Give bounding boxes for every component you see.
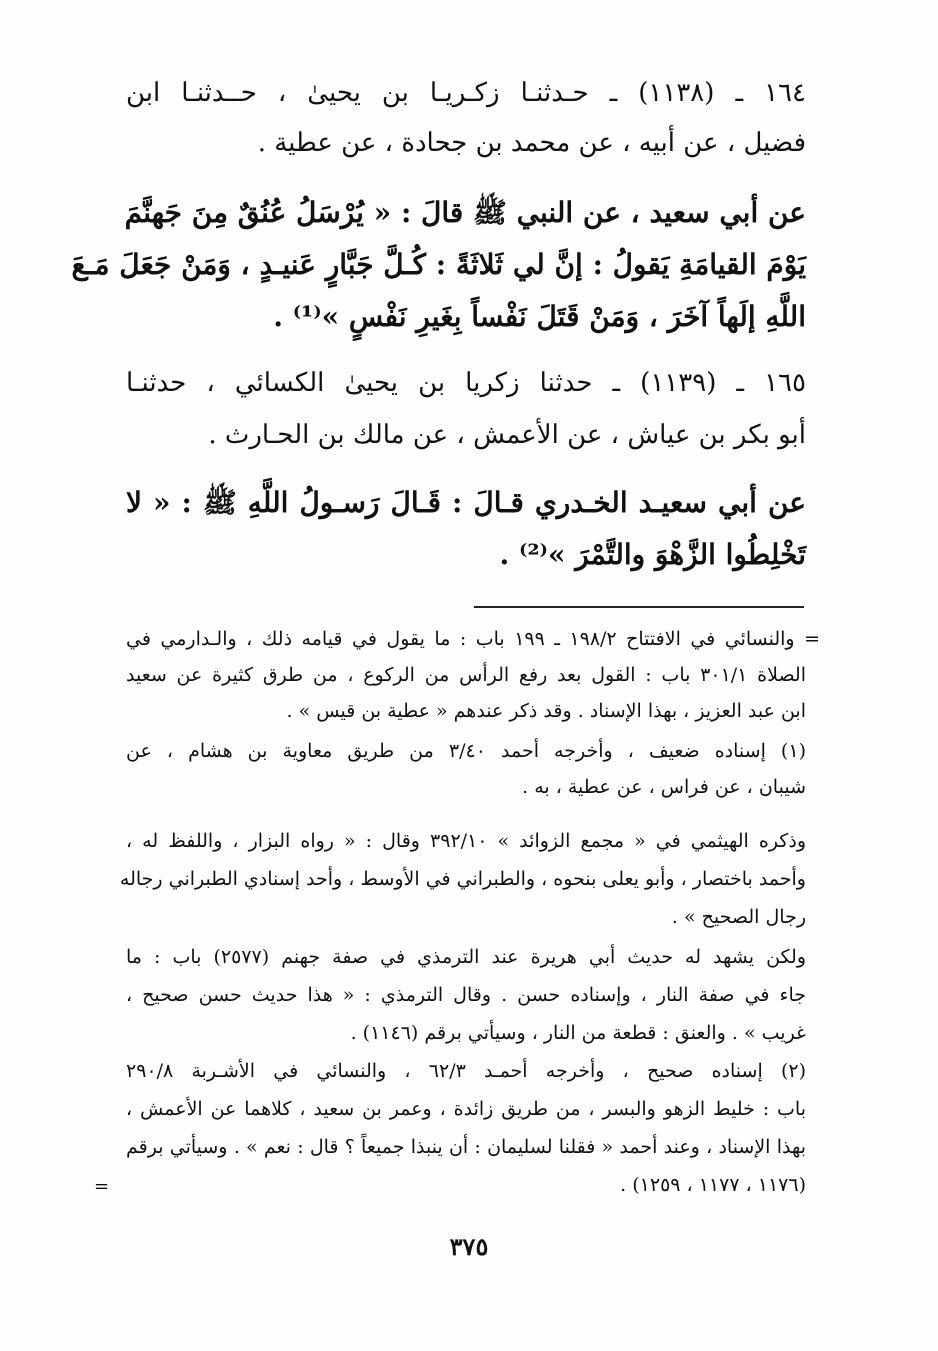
footnote-continuation-line-1: = والنسائي في الافتتاح ١٩٨/٢ ـ ١٩٩ باب : ما يقول في قيامه ذلك ، والـدارمي في: [126, 628, 820, 650]
entry-165-line-1: ١٦٥ ـ (١١٣٩) ـ حدثنا زكريا بن يحيىٰ الكسائي ، حدثنـا: [126, 368, 806, 398]
page-number: ٣٧٥: [449, 1232, 489, 1261]
footnote-2-line-3: بهذا الإسناد ، وعند أحمد « فقلنا لسليمان : أن ينبذا جميعاً ؟ قال : نعم » . وسيأتي برقم: [126, 1136, 806, 1158]
footnote-1c-line-1: ولكن يشهد له حديث أبي هريرة عند الترمذي في صفة جهنم (٢٥٧٧) باب : ما: [126, 946, 806, 968]
footnote-1-line-1: (١) إسناده ضعيف ، وأخرجه أحمد ٣/٤٠ من طريق معاوية بن هشام ، عن: [126, 740, 806, 762]
footnote-1b-line-3: رجال الصحيح » .: [671, 906, 806, 928]
footnote-1-line-2: شيبان ، عن فراس ، عن عطية ، به .: [522, 776, 806, 798]
continuation-marker: =: [94, 1176, 110, 1197]
footnote-1b-line-2: وأحمد باختصار ، وأبو يعلى بنحوه ، والطبراني في الأوسط ، وأحد إسنادي الطبراني رجاله: [119, 868, 806, 890]
footnote-continuation-line-3: ابن عبد العزيز ، بهذا الإسناد . وقد ذكر عندهم « عطية بن قيس » .: [286, 700, 806, 722]
hadith-164-line-2: يَوْمَ القيامَةِ يَقولُ : إنَّ لي ثَلاثَةً : كُـلَّ جَبَّارٍ عَنيـدٍ ، وَمَنْ جَعَلَ مَـعَ: [71, 248, 806, 281]
footnote-1c-line-3: غريب » . والعنق : قطعة من النار ، وسيأتي برقم (١١٤٦) .: [350, 1022, 806, 1044]
footnote-2-line-2: باب : خليط الزهو والبسر ، من طريق زائدة ، وعمر بن سعيد ، كلاهما عن الأعمش ،: [126, 1098, 806, 1120]
hadith-165-line-1: عن أبي سعيـد الخـدري قـالَ : قَـالَ رَسـولُ اللَّهِ ﷺ : « لا: [126, 486, 806, 519]
footnote-separator: [474, 606, 804, 608]
footnote-1b-line-1: وذكره الهيثمي في « مجمع الزوائد » ٣٩٢/١٠ وقال : « رواه البزار ، واللفظ له ،: [126, 830, 806, 852]
footnote-continuation-line-2: الصلاة ٣٠١/١ باب : القول بعد رفع الرأس من الركوع ، من طرق كثيرة عن سعيد: [126, 664, 806, 686]
footnote-1c-line-2: جاء في صفة النار ، وإسناده حسن . وقال الترمذي : « هذا حديث حسن صحيح ،: [126, 984, 806, 1006]
footnote-2-line-1: (٢) إسناده صحيح ، وأخرجه أحمـد ٦٢/٣ ، والنسائي في الأشـربة ٢٩٠/٨: [126, 1060, 806, 1082]
entry-164-line-1: ١٦٤ ـ (١١٣٨) ـ حـدثنـا زكـريـا بن يحيىٰ ، حــدثنـا ابن: [126, 78, 806, 108]
entry-164-line-2: فضيل ، عن أبيه ، عن محمد بن جحادة ، عن عطية .: [257, 128, 806, 158]
hadith-165-line-2: تَخْلِطُوا الزَّهْوَ والتَّمْرَ »⁽²⁾ .: [499, 538, 806, 571]
footnote-2-line-4: (١١٧٦ ، ١١٧٧ ، ١٢٥٩) .: [620, 1174, 806, 1196]
hadith-164-line-3: اللَّهِ إلَهاً آخَرَ ، وَمَنْ قَتَلَ نَفْساً بِغَيرِ نَفْسٍ »⁽¹⁾ .: [273, 300, 806, 333]
entry-165-line-2: أبو بكر بن عياش ، عن الأعمش ، عن مالك بن الحـارث .: [208, 420, 806, 450]
hadith-164-line-1: عن أبي سعيد ، عن النبي ﷺ قالَ : « يُرْسَلُ عُنُقٌ مِنَ جَهنَّمَ: [124, 196, 806, 229]
